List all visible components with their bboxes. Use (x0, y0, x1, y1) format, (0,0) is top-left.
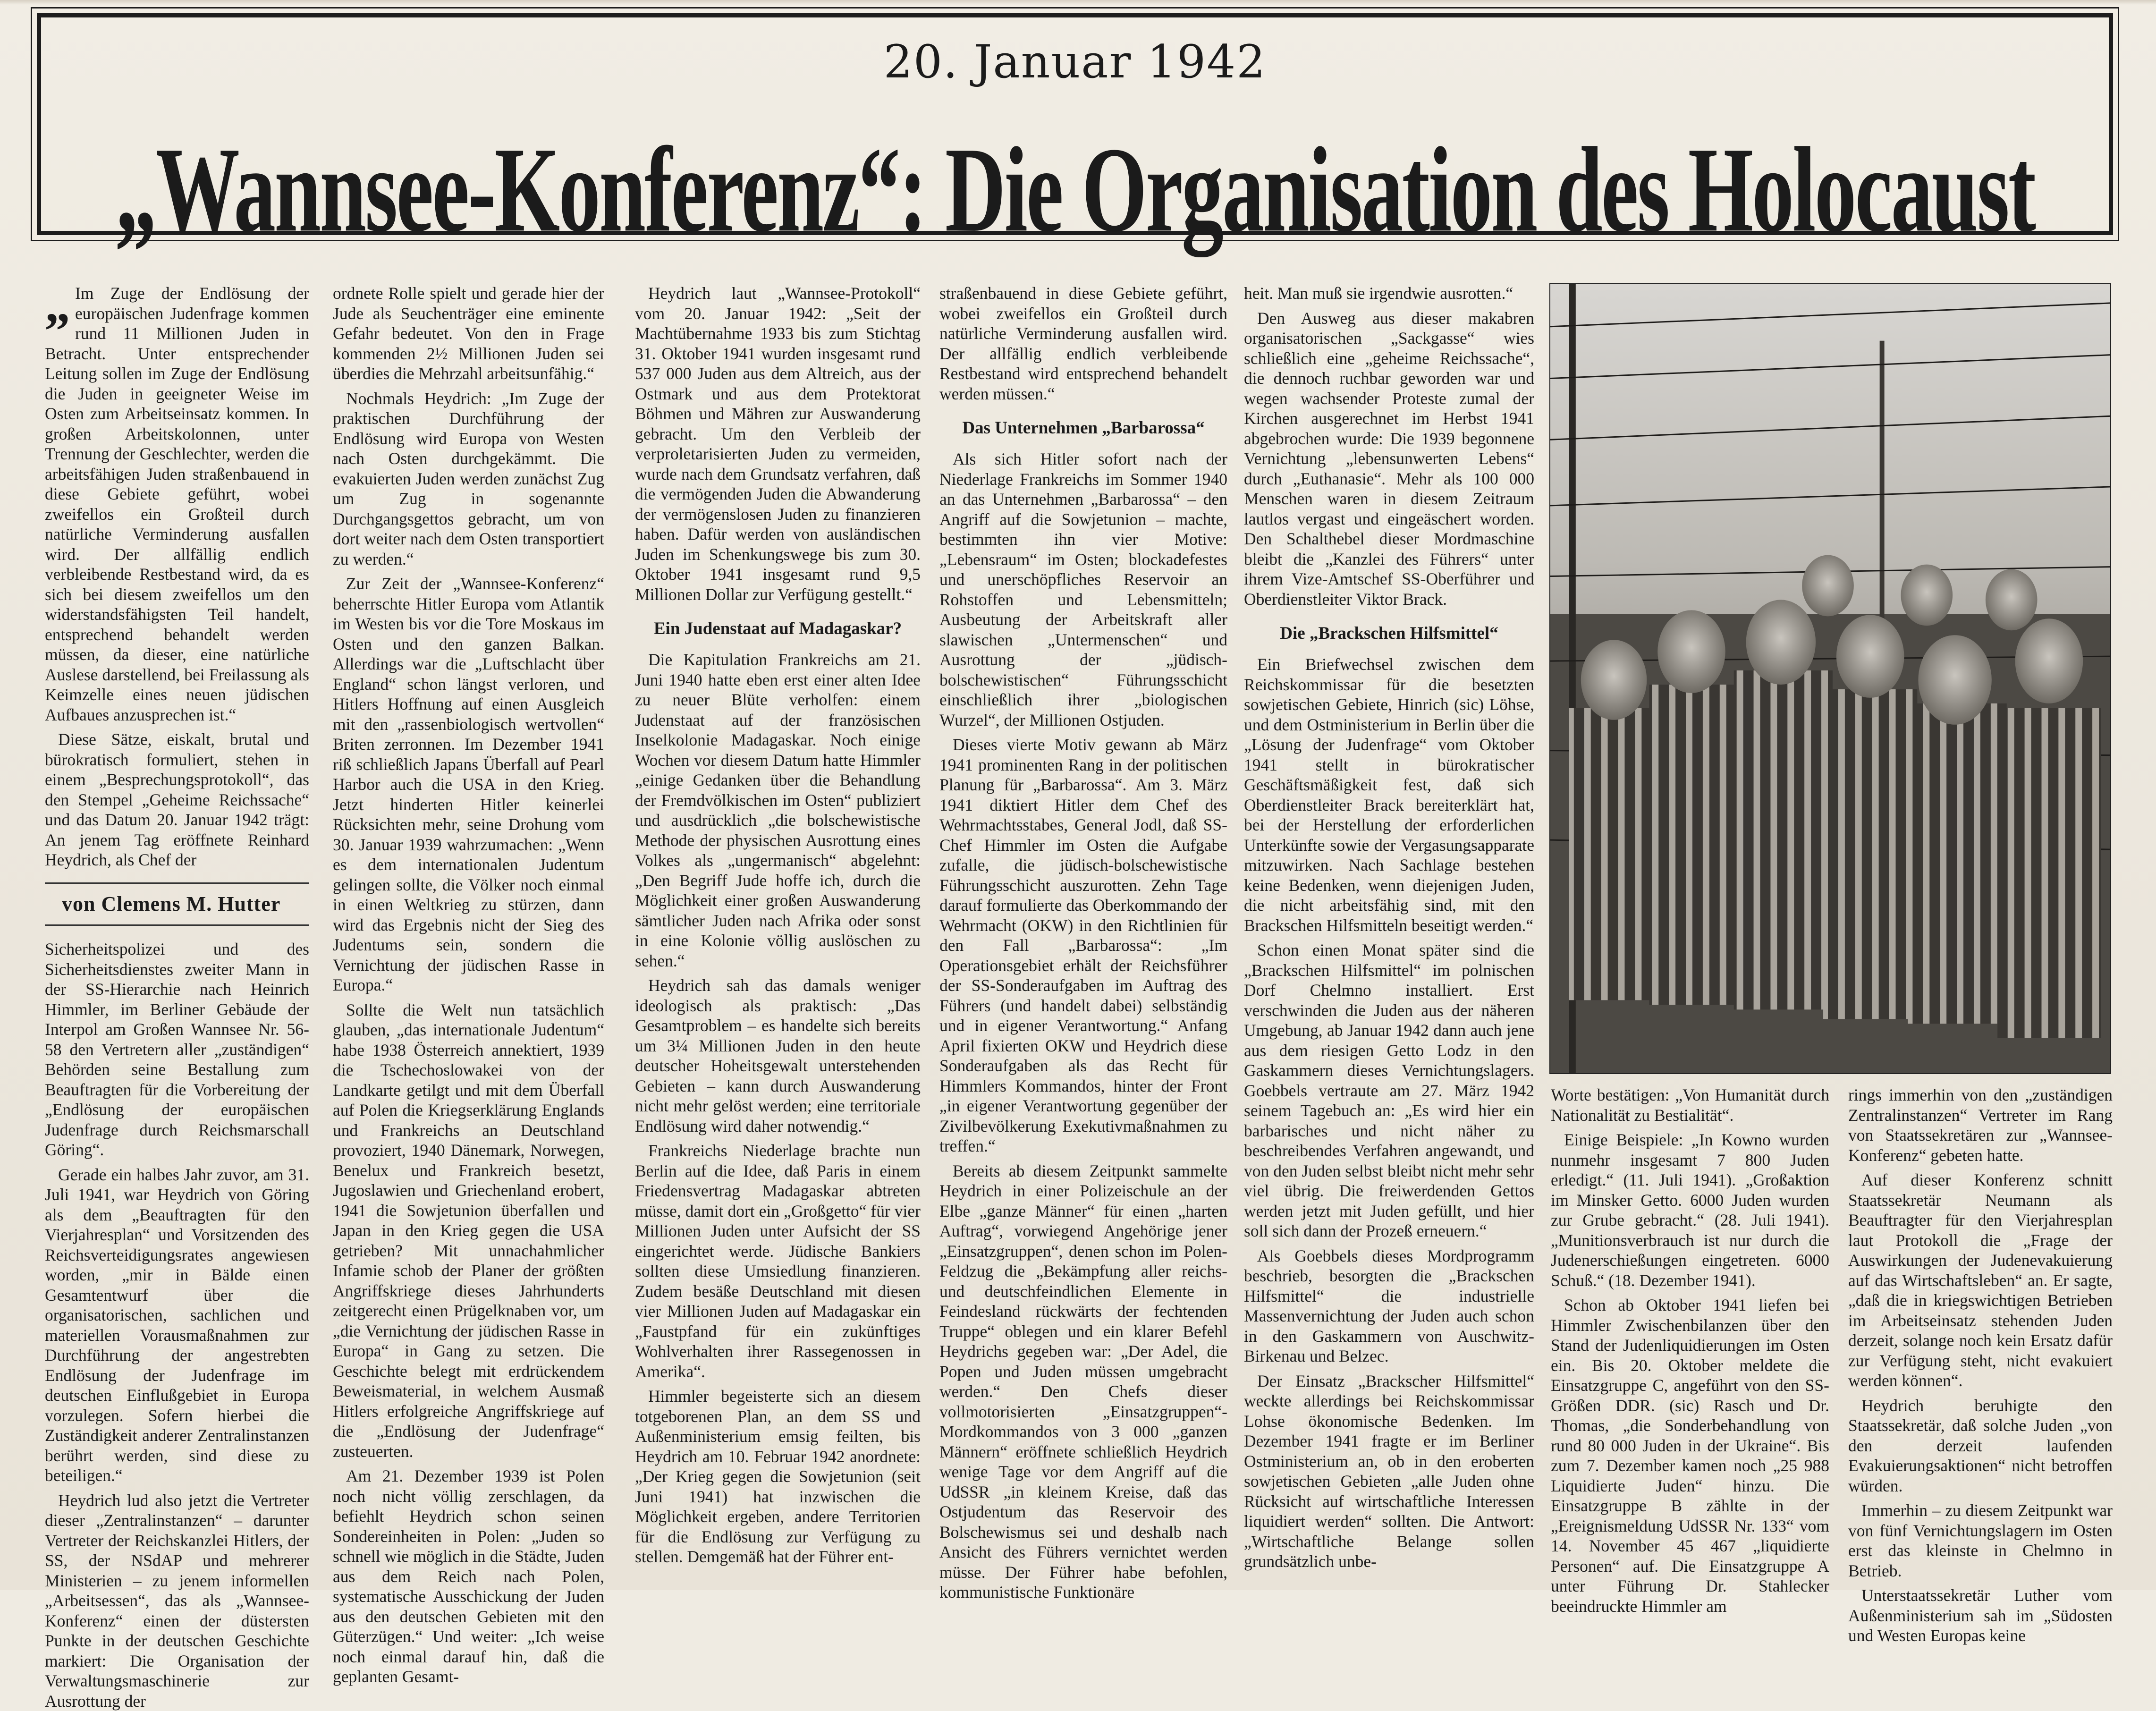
paragraph: ordnete Rolle spielt und gerade hier der Jude als Seuchenträger eine eminente Gefahr bedeutet. Von den in Frage kommenden 2½ Millionen Juden sei überdies die Mehrzahl arbeitsunfähig.“ (333, 283, 604, 384)
byline: von Clemens M. Hutter (45, 882, 309, 926)
paragraph: Ein Briefwechsel zwischen dem Reichskommissar für die besetzten sowjetischen Gebiete, Hinrich (sic) Löhse, und dem Ostministerium in Berlin über die „Lösung der Judenfrage“ vom Oktober 1941 stellt in bürokratischer Geschäftsmäßigkeit fest, daß sich Oberdienstleiter Brack bereiterklärt hat, bei der Herstellung der erforderlichen Unterkünfte sowie der Vergasungsapparate mitzuwirken. Nach Sachlage bestehen keine Bedenken, wenn diejenigen Juden, die nicht arbeitsfähig sind, mit den Brackschen Hilfsmitteln beseitigt werden.“ (1244, 654, 1534, 935)
paragraph: Auf dieser Konferenz schnitt Staatssekretär Neumann als Beauftragter für den Vierjahresplan laut Protokoll die „Frage der Auswirkungen der Judenevakuierung auf das Wirtschaftsleben“ an. Er sagte, „daß die in kriegswichtigen Betrieben im Arbeitseinsatz stehenden Juden derzeit, solange noch kein Ersatz dafür zur Verfügung steht, nicht evakuiert werden können“. (1848, 1170, 2113, 1391)
paragraph: Der Einsatz „Brackscher Hilfsmittel“ weckte allerdings bei Reichskommissar Lohse ökonomische Bedenken. Im Dezember 1941 fragte er im Berliner Ostministerium an, ob in den eroberten sowjetischen Gebieten „alle Juden ohne Rücksicht auf wirtschaftliche Interessen liquidiert werden“ sollten. Die Antwort: „Wirtschaftliche Belange sollen grundsätzlich unbe- (1244, 1371, 1534, 1572)
paragraph: Nochmals Heydrich: „Im Zuge der praktischen Durchführung der Endlösung wird Europa von Westen nach Osten durchgekämmt. Die evakuierten Juden werden zunächst Zug um Zug in sogenannte Durchgangsgettos gebracht, um von dort weiter nach dem Osten transportiert zu werden.“ (333, 389, 604, 569)
paragraph: Immerhin – zu diesem Zeitpunkt war von fünf Vernichtungslagern im Osten erst das kleinste in Chelmno in Betrieb. (1848, 1500, 2113, 1581)
column-7 (1848, 1085, 2113, 1576)
paragraph: Bereits ab diesem Zeitpunkt sammelte Heydrich in einer Polizeischule an der Elbe „ganze Männer“ für einen „harten Auftrag“, vorwiegend Angehörige jener „Einsatzgruppen“, denen schon im Polen-Feldzug die „Bekämpfung aller reichs- und deutschfeindlichen Elemente in Feindesland rückwärts der fechtenden Truppe“ oblegen und ein klarer Befehl Heydrichs gegeben war: „Der Adel, die Popen und Juden müssen umgebracht werden.“ Den Chefs dieser vollmotorisierten „Einsatzgruppen“-Mordkommandos von 3 000 „ganzen Männern“ eröffnete schließlich Heydrich wenige Tage vor dem Angriff auf die UdSSR „in kleinem Kreise, daß das Ostjudentum das Reservoir des Bolschewismus sei und deshalb nach Ansicht des Führers vernichtet werden müsse. Der Führer habe befohlen, kommunistische Funktionäre (939, 1161, 1227, 1602)
paragraph: Schon ab Oktober 1941 liefen bei Himmler Zwischenbilanzen über den Stand der Judenliquidierungen im Osten ein. Bis 20. Oktober meldete die Einsatzgruppe C, angeführt von den SS-Größen DDR. (sic) Rasch und Dr. Thomas, „die Sonderbehandlung von rund 80 000 Juden in der Ukraine“. Bis zum 7. Dezember kamen noch „25 988 Liquidierte Juden“ hinzu. Die Einsatzgruppe B zählte in der „Ereignismeldung UdSSR Nr. 133“ vom 14. November 45 467 „liquidierte Personen“ auf. Die Einsatzgruppe A unter Führung Dr. Stahlecker beeindruckte Himmler am (1551, 1295, 1829, 1616)
paragraph: Als sich Hitler sofort nach der Niederlage Frankreichs im Sommer 1940 an das Unternehmen „Barbarossa“ – den Angriff auf die Sowjetunion – machte, bestimmten ihn vier Motive: „Lebensraum“ im Osten; blockadefestes und unerschöpfliches Reservoir an Rohstoffen und Lebensmitteln; Ausbeutung der Arbeitskraft aller slawischen „Untermenschen“ und Ausrottung der „jüdisch-bolschewistischen“ Führungsschicht einschließlich ihrer „biologischen Wurzel“, der Millionen Ostjuden. (939, 449, 1227, 730)
paragraph: Gerade ein halbes Jahr zuvor, am 31. Juli 1941, war Heydrich von Göring als dem „Beauftragten für den Vierjahresplan“ und Vorsitzenden des Reichsverteidigungsrates angewiesen worden, „mir in Bälde einen Gesamtentwurf über die organisatorischen, sachlichen und materiellen Vorausmaßnahmen zur Durchführung der angestrebten Endlösung der Judenfrage im deutschen Einflußgebiet in Europa vorzulegen. Sofern hierbei die Zuständigkeit anderer Zentralinstanzen berührt werden, sind diese zu beteiligen.“ (45, 1165, 309, 1486)
paragraph: Sollte die Welt nun tatsächlich glauben, „das internationale Judentum“ habe 1938 Österreich annektiert, 1939 die Tschechoslowakei von der Landkarte getilgt und mit dem Überfall auf Polen die Kriegserklärung Englands und Frankreichs an Deutschland provoziert, 1940 Dänemark, Norwegen, Benelux und Frankreich besetzt, Jugoslawien und Griechenland erobert, 1941 die Sowjetunion überfallen und Japan in den Krieg gegen die USA getrieben? Mit unnachahmlicher Infamie schob der Planer der größten Angriffskriege dieses Jahrhunderts zeitgerecht einen Prügelknaben vor, um „die Vernichtung der jüdischen Rasse in Europa“ in Gang zu setzen. Die Geschichte belegt mit erdrückendem Beweismaterial, in welchem Ausmaß Hitlers erfolgreiche Angriffskriege auf die „Endlösung der Judenfrage“ zusteuerten. (333, 1000, 604, 1462)
paragraph: Frankreichs Niederlage brachte nun Berlin auf die Idee, daß Paris in einem Friedensvertrag Madagaskar abtreten müsse, damit dort ein „Großgetto“ für vier Millionen Juden unter Aufsicht der SS eingerichtet werde. Jüdische Bankiers sollten diese Umsiedlung finanzieren. Zudem besäße Deutschland mit diesen vier Millionen Juden auf Madagaskar ein „Faustpfand für ein zukünftiges Wohlverhalten ihrer Rassegenossen in Amerika“. (635, 1141, 921, 1381)
paragraph: Heydrich sah das damals weniger ideologisch als praktisch: „Das Gesamtproblem – es handelte sich bereits um 3¼ Millionen Juden in den heute deutscher Hoheitsgewalt unterstehenden Gebieten – kann durch Auswanderung nicht mehr gelöst werden; eine territoriale Endlösung wird daher notwendig.“ (635, 975, 921, 1136)
paragraph: Schon einen Monat später sind die „Brackschen Hilfsmittel“ im polnischen Dorf Chelmno installiert. Erst verschwinden die Juden aus der näheren Umgebung, ab Januar 1942 dann auch jene aus dem riesigen Getto Lodz in den Gaskammern dieses Vernichtungslagers. Goebbels vertraute am 27. März 1942 seinem Tagebuch an: „Es wird hier ein barbarisches und nicht näher zu beschreibendes Verfahren angewandt, und von den Juden selbst bleibt nicht mehr sehr viel übrig. Die freiwerdenden Gettos werden jetzt mit Juden gefüllt, und hier soll sich dann der Prozeß erneuern.“ (1244, 940, 1534, 1241)
paragraph: Sicherheitspolizei und des Sicherheitsdienstes zweiter Mann in der SS-Hierarchie nach Heinrich Himmler, im Berliner Gebäude der Interpol am Großen Wannsee Nr. 56-58 den Vertretern aller „zuständigen“ Behörden seine Bestallung zum Beauftragten für die Vorbereitung der „Endlösung der europäischen Judenfrage durch Reichsmarschall Göring“. (45, 939, 309, 1160)
paragraph: heit. Man muß sie irgendwie ausrotten.“ (1244, 283, 1534, 304)
paragraph: Himmler begeisterte sich an diesem totgeborenen Plan, an dem SS und Außenministerium emsig feilten, bis Heydrich am 10. Februar 1942 anordnete: „Der Krieg gegen die Sowjetunion (seit Juni 1941) hat inzwischen die Möglichkeit ergeben, andere Territorien für die Endlösung zur Verfügung zu stellen. Demgemäß hat der Führer ent- (635, 1386, 921, 1567)
column-1-lead (45, 283, 309, 725)
paragraph: Im Zuge der Endlösung der europäischen Judenfrage kommen rund 11 Millionen Juden in Betracht. Unter entsprechender Leitung sollen im Zuge der Endlösung die Juden in geeigneter Weise im Osten zum Arbeitseinsatz kommen. In großen Arbeitskolonnen, unter Trennung der Geschlechter, werden die arbeitsfähigen Juden straßenbauend in diese Gebiete geführt, wobei zweifellos ein Großteil durch natürliche Verminderung ausfallen wird. Der allfällig endlich verbleibende Restbestand wird, da es sich bei diesem zweifellos um den widerstandsfähigsten Teil handelt, entsprechend behandelt werden müssen, da dieser, eine natürliche Auslese darstellend, bei Freilassung als Keimzelle eines neuen jüdischen Aufbaues anzusprechen ist.“ (45, 284, 309, 724)
column-3 (635, 283, 921, 1575)
column-6 (1551, 1085, 1829, 1576)
subheading: Das Unternehmen „Barbarossa“ (939, 418, 1227, 439)
subheading: Ein Judenstaat auf Madagaskar? (635, 618, 921, 639)
paragraph: rings immerhin von den „zuständigen Zentralinstanzen“ Vertreter im Rang von Staatssekretären zur „Wannsee-Konferenz“ gebeten hatte. (1848, 1085, 2113, 1165)
paragraph: Die Kapitulation Frankreichs am 21. Juni 1940 hatte eben erst einer alten Idee zu neuer Blüte verholfen: einem Judenstaat auf der französischen Inselkolonie Madagaskar. Noch einige Wochen vor diesem Datum hatte Himmler „einige Gedanken über die Behandlung der Fremdvölkischen im Osten“ publiziert und ausdrücklich „die bolschewistische Methode der physischen Ausrottung eines Volkes als „ungermanisch“ abgelehnt: „Den Begriff Jude hoffe ich, durch die Möglichkeit einer großen Auswanderung sämtlicher Juden nach Afrika oder sonst in eine Kolonie völlig auslöschen zu sehen.“ (635, 650, 921, 971)
drop-quote: „ (45, 283, 70, 327)
column-1 (45, 283, 309, 1575)
photo-children-behind-barbed-wire (1549, 283, 2111, 1074)
paragraph: straßenbauend in diese Gebiete geführt, wobei zweifellos ein Großteil durch natürliche Verminderung ausfallen wird. Der allfällig endlich verbleibende Restbestand wird entsprechend behandelt werden müssen.“ (939, 283, 1227, 404)
paragraph: Heydrich beruhigte den Staatssekretär, daß solche Juden „von den derzeit laufenden Evakuierungsaktionen“ nicht betroffen würden. (1848, 1396, 2113, 1496)
subheading: Die „Brackschen Hilfsmittel“ (1244, 623, 1534, 644)
column-4 (939, 283, 1227, 1575)
paragraph: Dieses vierte Motiv gewann ab März 1941 prominenten Rang in der politischen Planung für „Barbarossa“. Am 3. März 1941 diktiert Hitler dem Chef des Wehrmachtsstabes, General Jodl, daß SS-Chef Himmler im Osten die Aufgabe zufalle, die jüdisch-bolschewistische Führungsschicht auszurotten. Zehn Tage darauf formulierte das Oberkommando der Wehrmacht (OKW) in den Richtlinien für den Fall „Barbarossa“: „Im Operationsgebiet erhält der Reichsführer der SS-Sonderaufgaben im Auftrag des Führers (und handelt dabei) selbständig und in eigener Verantwortung.“ Anfang April fixierten OKW und Heydrich diese Sonderaufgaben als das Recht für Himmlers Kommandos, hinter der Front „in eigener Verantwortung gegenüber der Zivilbevölkerung Exekutivmaßnahmen zu treffen.“ (939, 735, 1227, 1156)
paragraph: Unterstaatssekretär Luther vom Außenministerium sah im „Südosten und Westen Europas keine (1848, 1585, 2113, 1646)
dateline: 20. Januar 1942 (41, 35, 2109, 88)
paragraph: Zur Zeit der „Wannsee-Konferenz“ beherrschte Hitler Europa vom Atlantik im Westen bis vor die Tore Moskaus im Osten und den ganzen Balkan. Allerdings war die „Luftschlacht über England“ schon längst verloren, und Hitlers Hoffnung auf einen Ausgleich mit den „rassenbiologisch wertvollen“ Briten zerronnen. Im Dezember 1941 riß schließlich Japans Überfall auf Pearl Harbor auch die USA in den Krieg. Jetzt hinderten Hitler keinerlei Rücksichten mehr, seine Drohung vom 30. Januar 1939 wahrzumachen: „Wenn es dem internationalen Judentum gelingen sollte, die Völker noch einmal in einen Weltkrieg zu stürzen, dann wird das Ergebnis nicht der Sieg des Judentums sein, sondern die Vernichtung der jüdischen Rasse in Europa.“ (333, 574, 604, 995)
headline-box (37, 13, 2113, 235)
paragraph: Diese Sätze, eiskalt, brutal und bürokratisch formuliert, stehen in einem „Besprechungsprotokoll“, das den Stempel „Geheime Reichssache“ und das Datum 20. Januar 1942 trägt: An jenem Tag eröffnete Reinhard Heydrich, als Chef der (45, 729, 309, 870)
paragraph: Am 21. Dezember 1939 ist Polen noch nicht völlig zerschlagen, da befiehlt Heydrich schon seinen Sondereinheiten in Polen: „Juden so schnell wie möglich in die Städte, Juden aus dem Reich nach Polen, systematische Ausschickung der Juden aus den deutschen Gebieten mit den Güterzügen.“ Und weiter: „Ich weise noch einmal darauf hin, daß die geplanten Gesamt- (333, 1466, 604, 1687)
column-5 (1244, 283, 1534, 1575)
paragraph: Als Goebbels dieses Mordprogramm beschrieb, besorgten die „Brackschen Hilfsmittel“ die industrielle Massenvernichtung der Juden auch schon in den Gaskammern von Auschwitz-Birkenau und Belzec. (1244, 1246, 1534, 1366)
column-2 (333, 283, 604, 1575)
paragraph: Einige Beispiele: „In Kowno wurden nunmehr insgesamt 7 800 Juden erledigt.“ (11. Juli 1941). „Großaktion im Minsker Getto. 6000 Juden wurden zur Grube gebracht.“ (28. Juli 1941). „Munitionsverbrauch ist nur durch die Judenerschießungen eingetreten. 6000 Schuß.“ (18. Dezember 1941). (1551, 1130, 1829, 1290)
paragraph: Heydrich laut „Wannsee-Protokoll“ vom 20. Januar 1942: „Seit der Machtübernahme 1933 bis zum Stichtag 31. Oktober 1941 wurden insgesamt rund 537 000 Juden aus dem Altreich, aus der Ostmark und aus dem Protektorat Böhmen und Mähren zur Auswanderung gebracht. Um den Verbleib der verproletarisierten Juden zu vermeiden, wurde nach dem Grundsatz verfahren, daß die vermögenden Juden die Abwanderung der vermögenslosen Juden zu finanzieren haben. Dafür werden von ausländischen Juden im Schenkungswege bis zum 30. Oktober 1941 insgesamt rund 9,5 Millionen Dollar zur Verfügung gestellt.“ (635, 283, 921, 604)
paragraph: Heydrich lud also jetzt die Vertreter dieser „Zentralinstanzen“ – darunter Vertreter der Reichskanzlei Hitlers, der SS, der NSdAP und mehrerer Ministerien – zu jenem informellen „Arbeitsessen“, das als „Wannsee-Konferenz“ einen der düstersten Punkte in der deutschen Geschichte markiert: Die Organisation der Verwaltungsmaschinerie zur Ausrottung der (45, 1491, 309, 1711)
paragraph: Den Ausweg aus dieser makabren organisatorischen „Sackgasse“ wies schließlich eine „geheime Reichssache“, die dennoch ruchbar geworden war und wegen wachsender Proteste zumal der Kirchen ausgerechnet im Herbst 1941 abgebrochen wurde: Die 1939 begonnene Vernichtung „lebensunwerten Lebens“ durch „Euthanasie“. Mehr als 100 000 Menschen waren in diesem Zeitraum lautlos vergast und eingeäschert worden. Den Schalthebel dieser Mordmaschine bleibt die „Kanzlei des Führers“ unter ihrem Vize-Amtschef SS-Oberführer und Oberdienstleiter Viktor Brack. (1244, 308, 1534, 610)
headline: „Wannsee-Konferenz“: Die Organisation des Holocaust (41, 119, 2109, 260)
paragraph: Worte bestätigen: „Von Humanität durch Nationalität zu Bestialität“. (1551, 1085, 1829, 1125)
paper-fold-shadow (0, 0, 2156, 5)
